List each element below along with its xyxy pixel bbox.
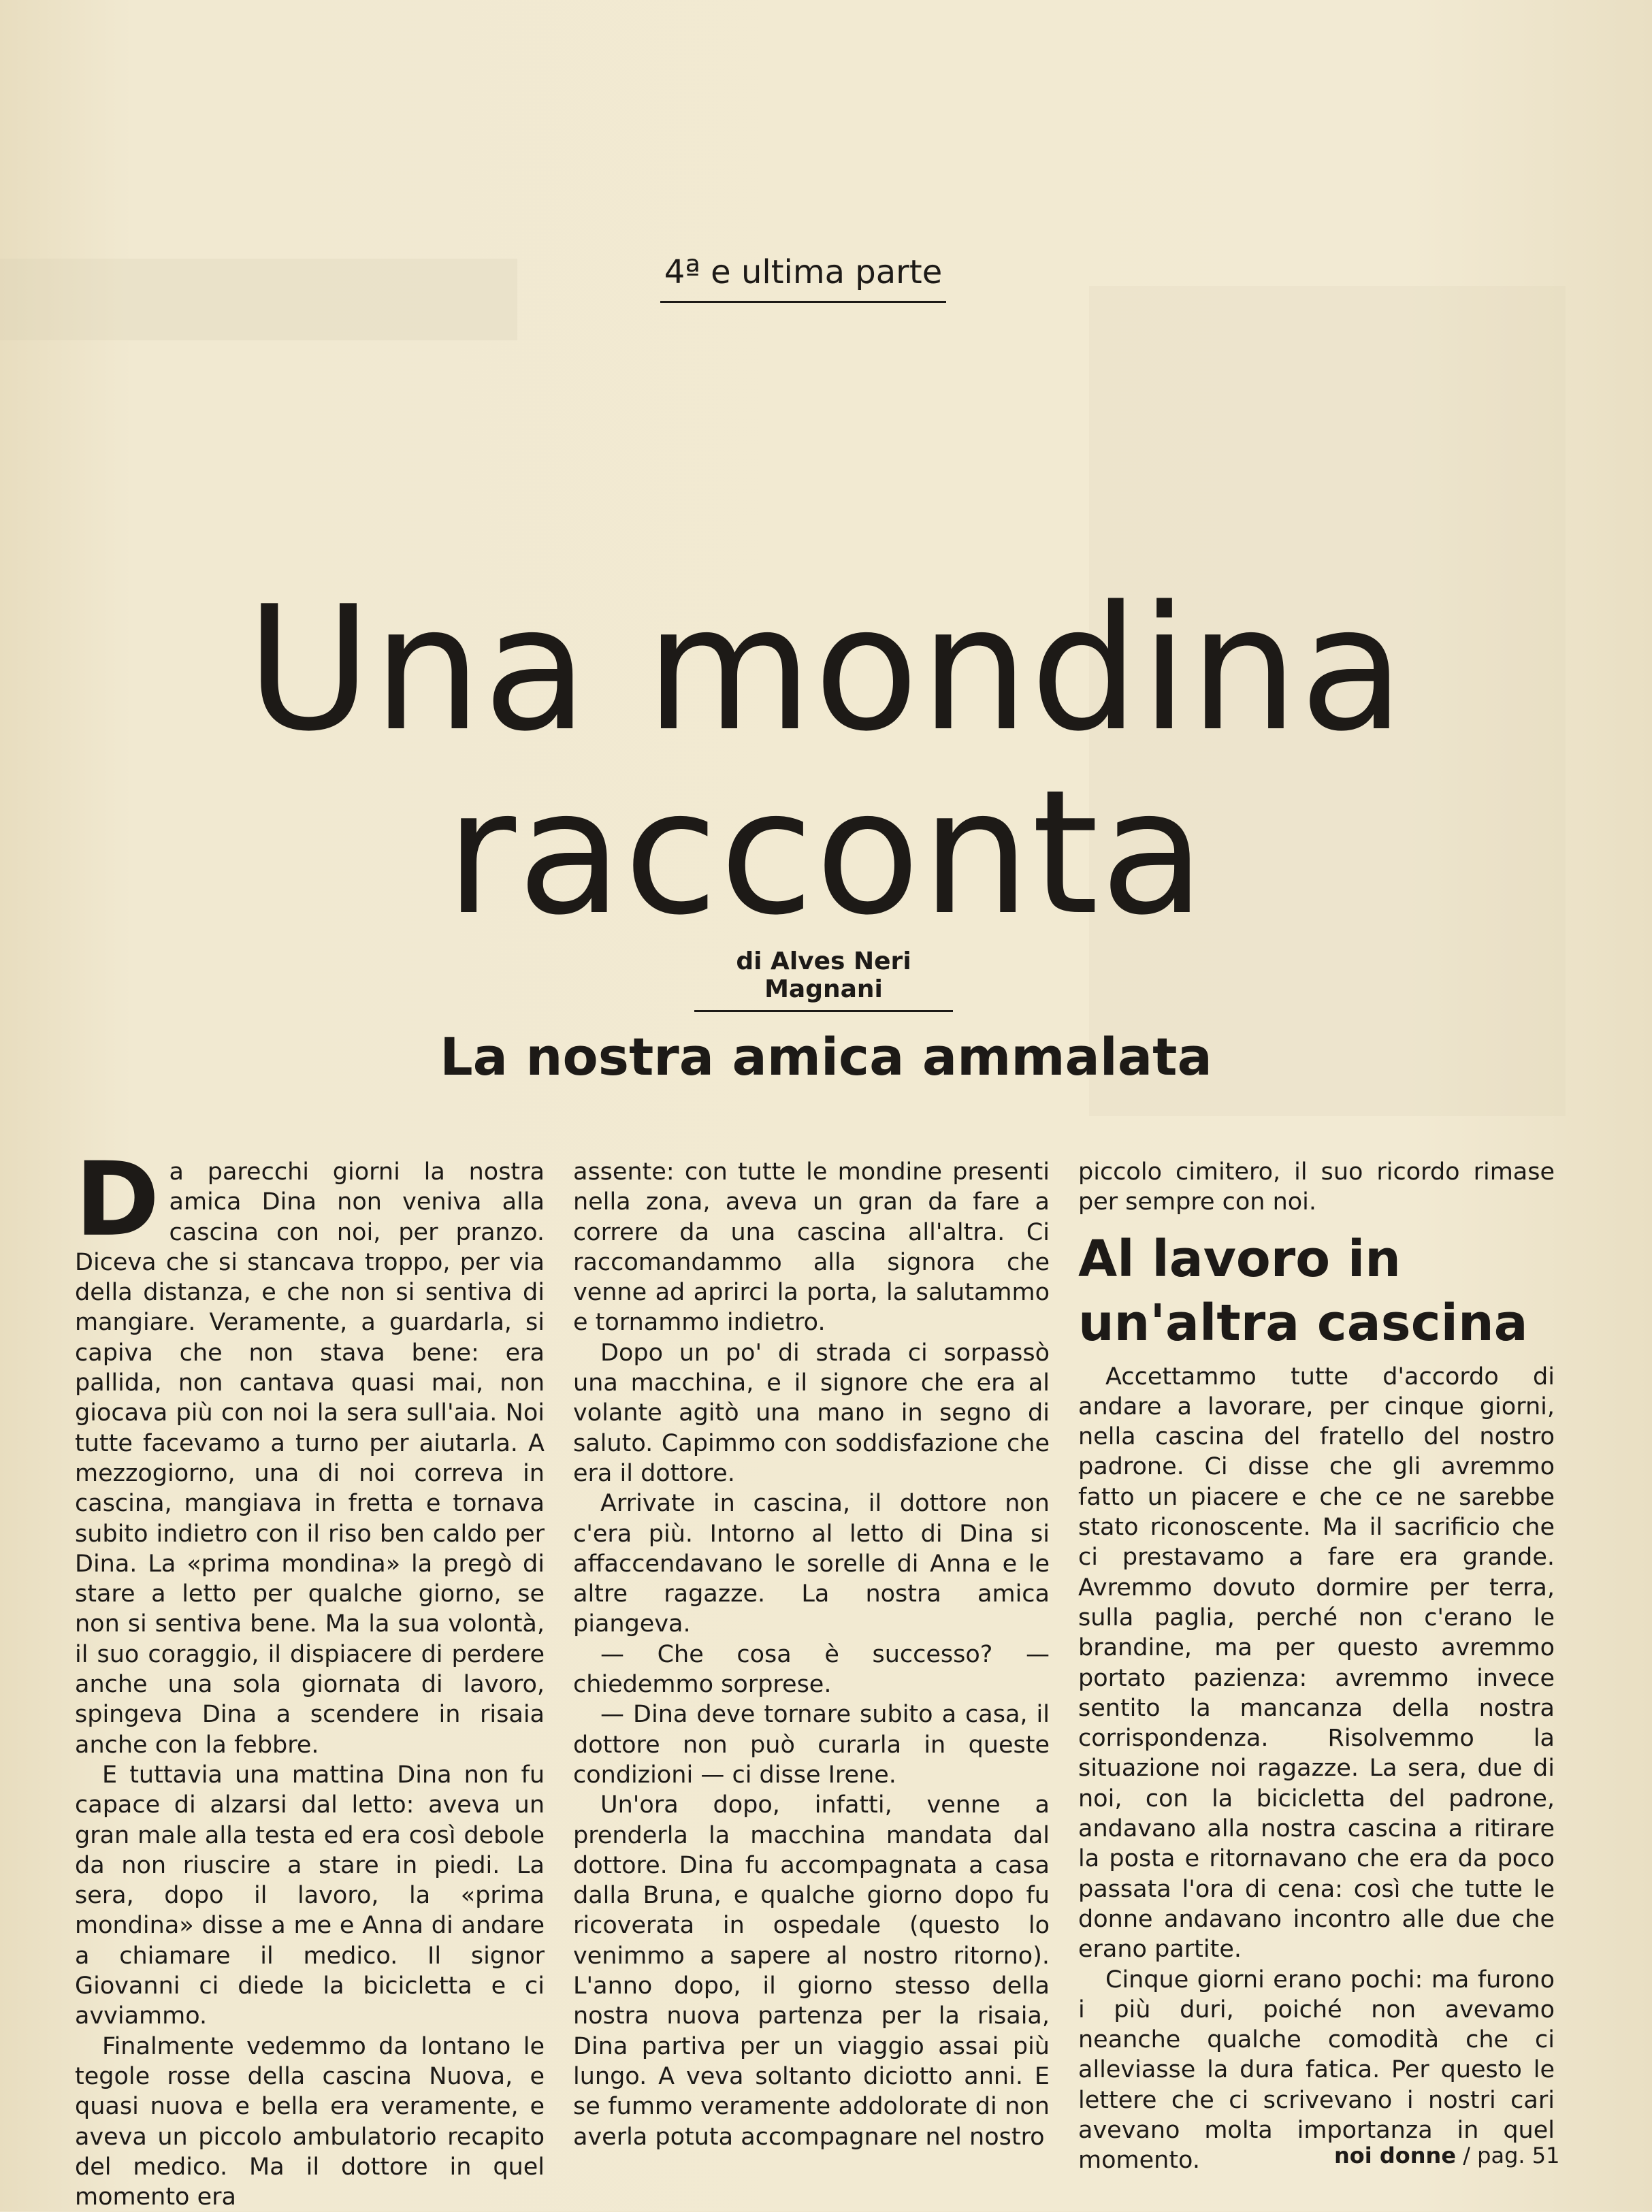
- paragraph: — Che cosa è successo? — chiedemmo sorprese.: [573, 1640, 1050, 1699]
- text-column-3: [1078, 1157, 1555, 2176]
- paragraph: Cinque giorni erano pochi: ma furono i più duri, poiché non avevamo neanche qualche comodità che ci alleviasse la dura fatica. Per questo le lettere che ci scrivevano i nostri cari avevano molta importanza in quel momento.: [1078, 1966, 1555, 2175]
- page-number: pag. 51: [1477, 2143, 1560, 2168]
- text-column-1: [75, 1141, 545, 2212]
- part-label: 4ª e ultima parte: [660, 253, 946, 303]
- drop-cap: D: [75, 1141, 160, 1259]
- paragraph: Finalmente vedemmo da lontano le tegole rosse della cascina Nuova, e quasi nuova e bella era veramente, e aveva un piccolo ambulatorio recapito del medico. Ma il dottore in quel momento era: [75, 2032, 545, 2211]
- paragraph: Accettammo tutte d'accordo di andare a lavorare, per cinque giorni, nella cascina del fratello del nostro padrone. Ci disse che gli avremmo fatto un piacere e che ce ne sarebbe stato riconoscente. Ma il sacrificio che ci prestavamo a fare era grande. Avremmo dovuto dormire per terra, sulla paglia, perché non c'erano le brandine, ma per questo avremmo portato pazienza: avremmo invece sentito la mancanza della nostra corrispondenza. Risolvemmo la situazione noi ragazze. La sera, due di noi, con la bicicletta del padrone, andavano alla nostra cascina a ritirare la posta e ritornavano che era da poco passata l'ora di cena: così che tutte le donne andavano incontro alle due che erano partite.: [1078, 1363, 1555, 1964]
- magazine-name: noi donne: [1334, 2143, 1457, 2168]
- paragraph: Un'ora dopo, infatti, venne a prenderla la macchina mandata dal dottore. Dina fu accompagnata a casa dalla Bruna, e qualche giorno dopo fu ricoverata in ospedale (questo lo venimmo a sapere al nostro ritorno). L'anno dopo, il giorno stesso della nostra nuova partenza per la risaia, Dina partiva per un viaggio assai più lungo. A veva soltanto diciotto anni. E se fummo veramente addolorate di non averla potuta accompagnare nel nostro: [573, 1791, 1050, 2151]
- paragraph: piccolo cimitero, il suo ricordo rimase per sempre con noi.: [1078, 1158, 1555, 1216]
- article-title-line-2: racconta: [445, 753, 1207, 953]
- paragraph-text: a parecchi giorni la nostra amica Dina non veniva alla cascina con noi, per pranzo. Diceva che si stancava troppo, per via della distanza, e che non si sentiva di mangiare. Veramente, a guardarla, si capiva che non stava bene: era pallida, non cantava quasi mai, non giocava più con noi la sera sull'aia. Noi tutte facevamo a turno per aiutarla. A mezzogiorno, una di noi correva in cascina, mangiava in fretta e tornava subito indietro con il riso ben caldo per Dina. La «prima mondina» la pregò di stare a letto per qualche giorno, se non si sentiva bene. Ma la sua volontà, il suo coraggio, il dispiacere di perdere anche una sola giornata di lavoro, spingeva Dina a scendere in risaia anche con la febbre.: [75, 1158, 545, 1759]
- paragraph: Arrivate in cascina, il dottore non c'era più. Intorno al letto di Dina si affaccendavano le sorelle di Anna e le altre ragazze. La nostra amica piangeva.: [573, 1490, 1050, 1638]
- article-title-line-1: Una mondina: [246, 570, 1406, 769]
- footer-separator: /: [1463, 2143, 1470, 2168]
- paragraph: assente: con tutte le mondine presenti nella zona, aveva un gran da fare a correre da una cascina all'altra. Ci raccomandammo alla signora che venne ad aprirci la porta, la salutammo e tornammo indietro.: [573, 1158, 1050, 1337]
- paragraph: E tuttavia una mattina Dina non fu capace di alzarsi dal letto: aveva un gran male alla testa ed era così debole da non riuscire a stare in piedi. La sera, dopo il lavoro, la «prima mondina» disse a me e Anna di andare a chiamare il medico. Il signor Giovanni ci diede la bicicletta e ci avviammo.: [75, 1761, 545, 2030]
- paragraph: Dopo un po' di strada ci sorpassò una macchina, e il signore che era al volante agitò una mano in segno di saluto. Capimmo con soddisfazione che era il dottore.: [573, 1339, 1050, 1487]
- section-heading: Al lavoro in un'altra cascina: [1078, 1229, 1528, 1352]
- text-column-2: [573, 1157, 1050, 2152]
- article-subtitle: La nostra amica ammalata: [440, 1026, 1212, 1087]
- page-footer: [1334, 2143, 1559, 2168]
- paragraph: — Dina deve tornare subito a casa, il dottore non può curarla in queste condizioni — ci disse Irene.: [573, 1701, 1050, 1789]
- show-through-shadow: [0, 259, 517, 340]
- paragraph: [75, 1141, 545, 1760]
- byline: di Alves Neri Magnani: [694, 947, 953, 1012]
